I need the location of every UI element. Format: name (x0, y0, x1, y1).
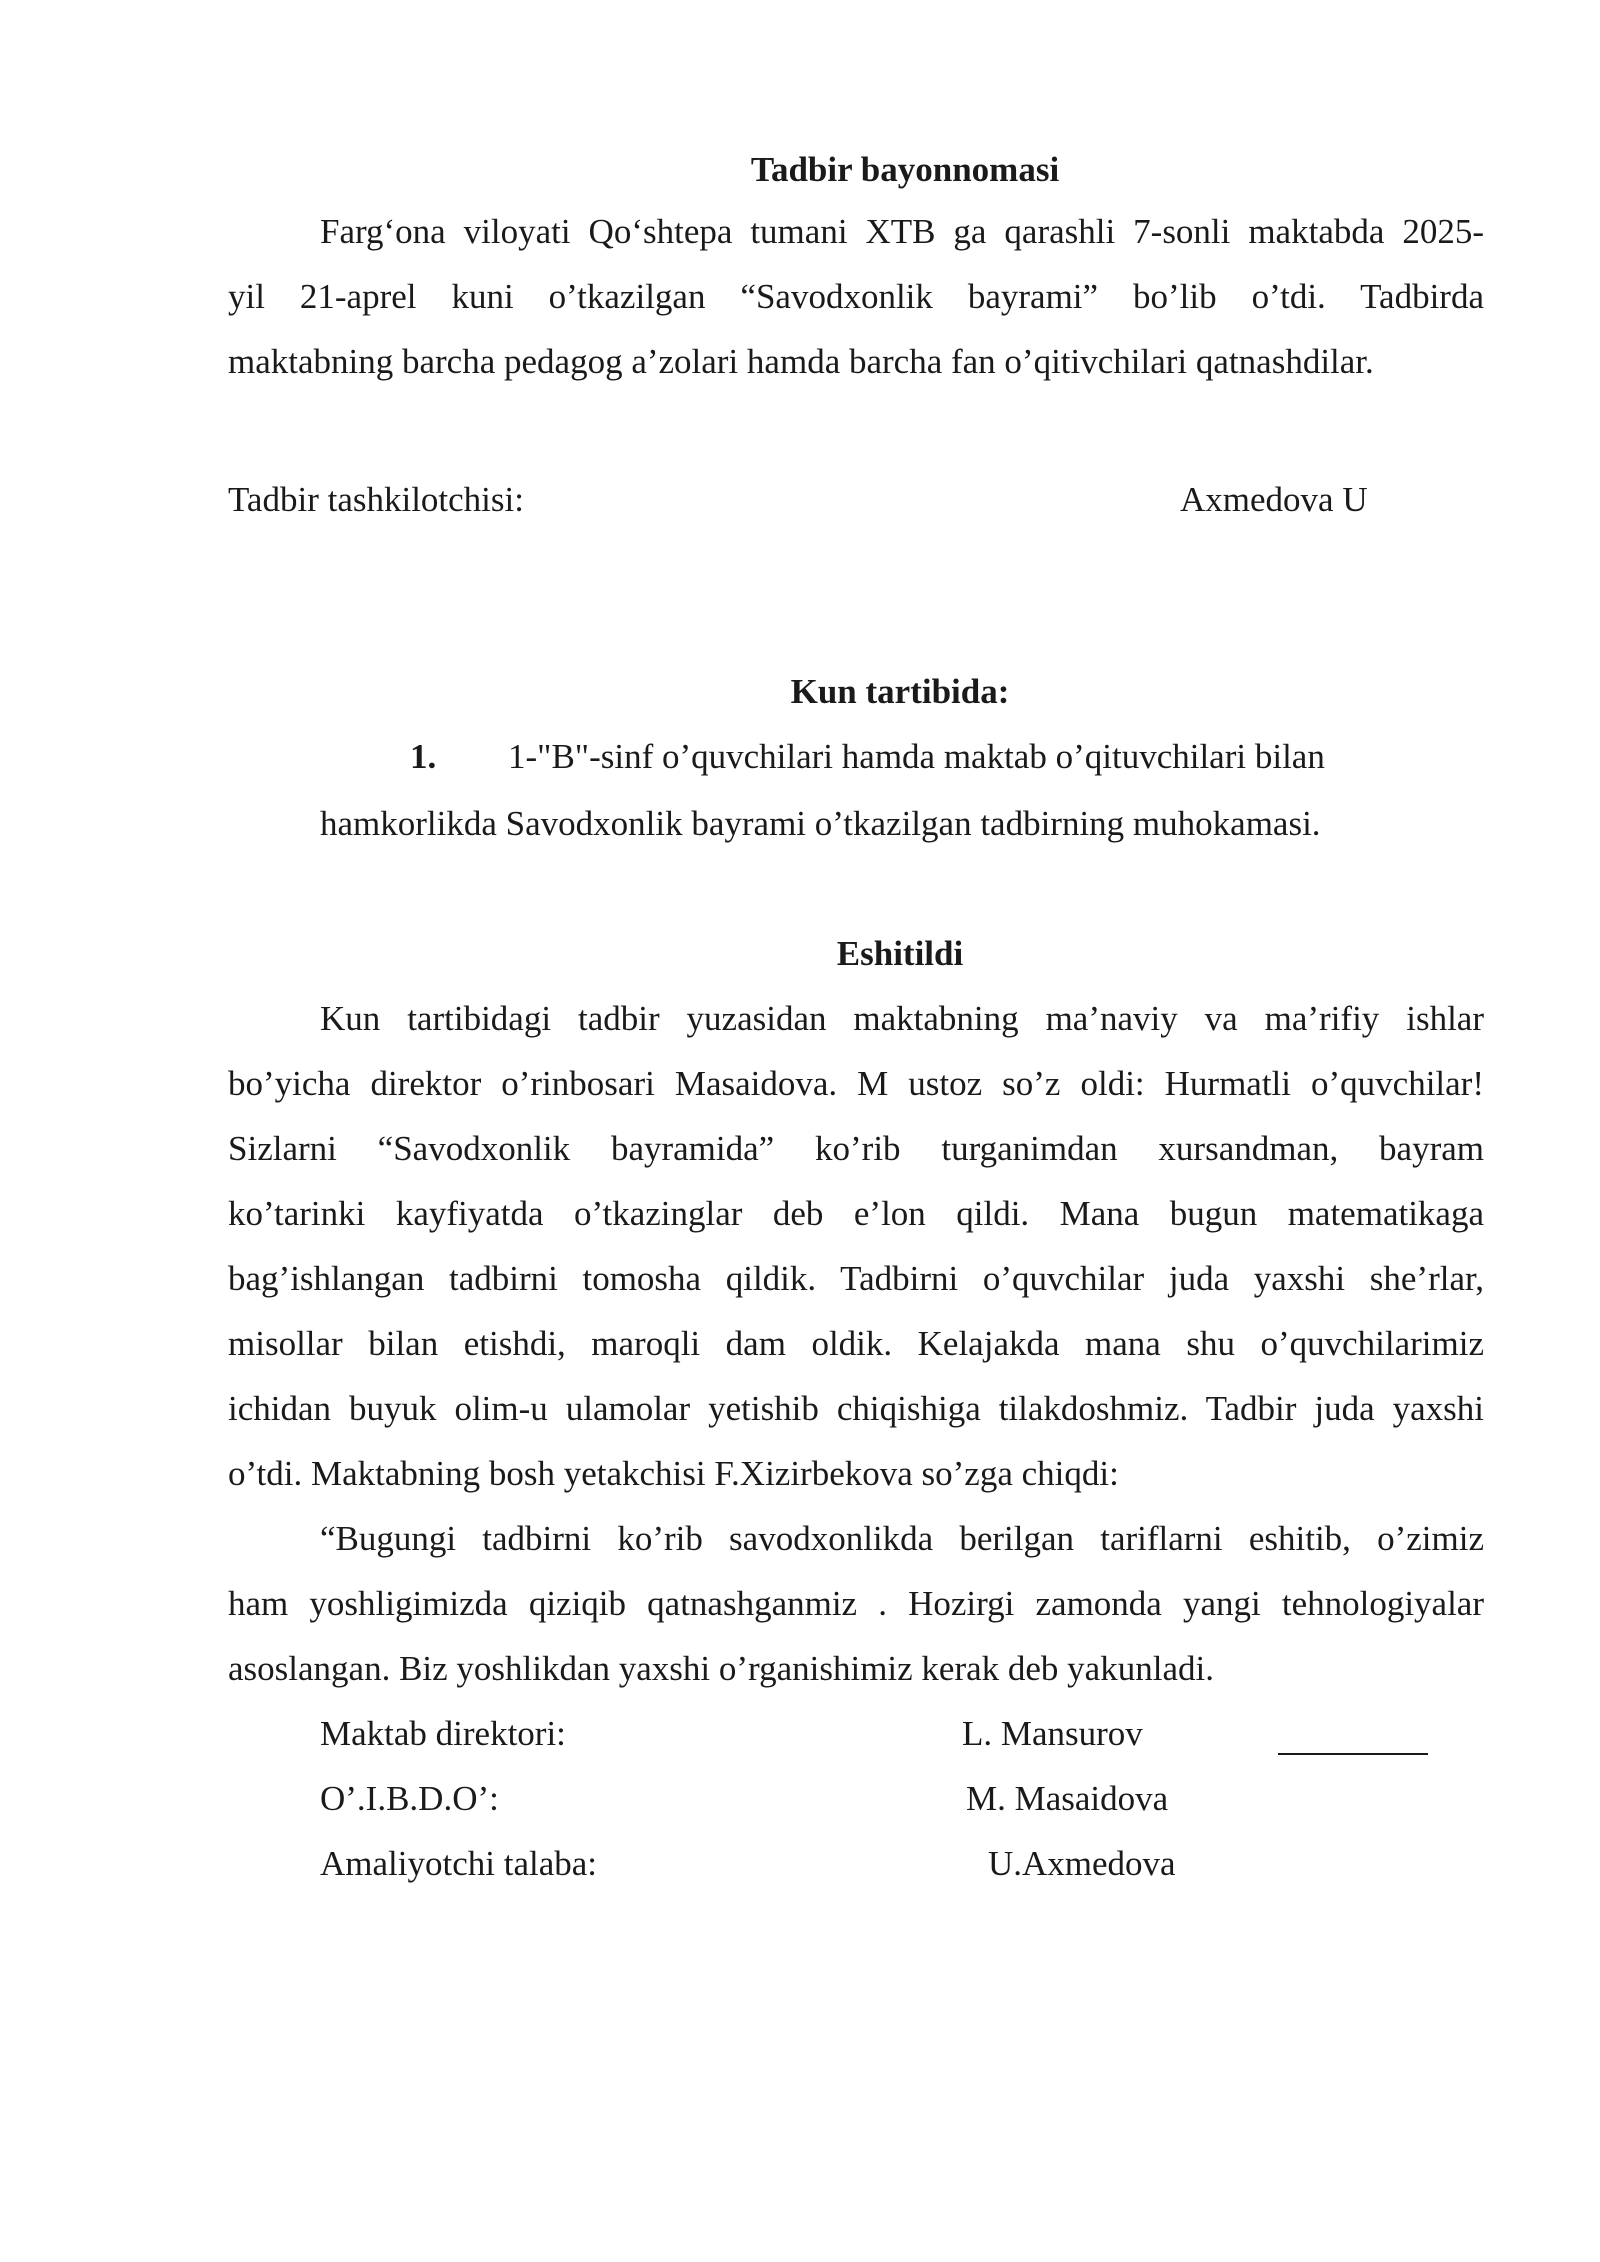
agenda-item-number: 1. (410, 737, 437, 776)
heard-p1-line-6: misollar bilan etishdi, maroqli dam oldik. Kelajakda mana shu o’quvchilarimiz (228, 1324, 1484, 1363)
signature-name-director: L. Mansurov (962, 1714, 1143, 1753)
heard-p1-line-3: Sizlarni “Savodxonlik bayramida” ko’rib turganimdan xursandman, bayram (228, 1129, 1484, 1168)
agenda-item-line-1: 1-"B"-sinf o’quvchilari hamda maktab o’qituvchilari bilan (508, 737, 1325, 776)
signature-role-deputy: O’.I.B.D.O’: (320, 1779, 499, 1818)
heard-p2-line-3: asoslangan. Biz yoshlikdan yaxshi o’rganishimiz kerak deb yakunladi. (228, 1649, 1214, 1688)
intro-line-2: yil 21-aprel kuni o’tkazilgan “Savodxonlik bayrami” bo’lib o’tdi. Tadbirda (228, 277, 1484, 316)
signature-name-deputy: M. Masaidova (966, 1779, 1169, 1818)
heard-p1-line-4: ko’tarinki kayfiyatda o’tkazinglar deb e’lon qildi. Mana bugun matematikaga (228, 1194, 1484, 1233)
heard-heading: Eshitildi (836, 934, 964, 973)
signature-role-director: Maktab direktori: (320, 1714, 566, 1753)
intro-line-1: Farg‘ona viloyati Qo‘shtepa tumani XTB ga qarashli 7-sonli maktabda 2025- (320, 212, 1484, 251)
heard-p1-line-5: bag’ishlangan tadbirni tomosha qildik. Tadbirni o’quvchilar juda yaxshi she’rlar, (228, 1259, 1484, 1298)
signature-name-student: U.Axmedova (988, 1844, 1176, 1883)
heard-p1-line-8: o’tdi. Maktabning bosh yetakchisi F.Xizirbekova so’zga chiqdi: (228, 1454, 1119, 1493)
document-title: Tadbir bayonnomasi (750, 150, 1060, 189)
organizer-name: Axmedova U (1180, 480, 1368, 519)
heard-p1-line-2: bo’yicha direktor o’rinbosari Masaidova. M ustoz so’z oldi: Hurmatli o’quvchilar! (228, 1064, 1484, 1103)
heard-p2-line-1: “Bugungi tadbirni ko’rib savodxonlikda berilgan tariflarni eshitib, o’zimiz (320, 1519, 1484, 1558)
heard-p2-line-2: ham yoshligimizda qiziqib qatnashganmiz . Hozirgi zamonda yangi tehnologiyalar (228, 1584, 1484, 1623)
heard-p1-line-1: Kun tartibidagi tadbir yuzasidan maktabning ma’naviy va ma’rifiy ishlar (320, 999, 1484, 1038)
agenda-heading: Kun tartibida: (790, 672, 1010, 711)
intro-line-3: maktabning barcha pedagog a’zolari hamda barcha fan o’qitivchilari qatnashdilar. (228, 342, 1374, 381)
signature-role-student: Amaliyotchi talaba: (320, 1844, 597, 1883)
signature-line (1278, 1753, 1428, 1755)
agenda-item-line-2: hamkorlikda Savodxonlik bayrami o’tkazilgan tadbirning muhokamasi. (320, 804, 1321, 843)
heard-p1-line-7: ichidan buyuk olim-u ulamolar yetishib chiqishiga tilakdoshmiz. Tadbir juda yaxshi (228, 1389, 1484, 1428)
organizer-label: Tadbir tashkilotchisi: (228, 480, 524, 519)
